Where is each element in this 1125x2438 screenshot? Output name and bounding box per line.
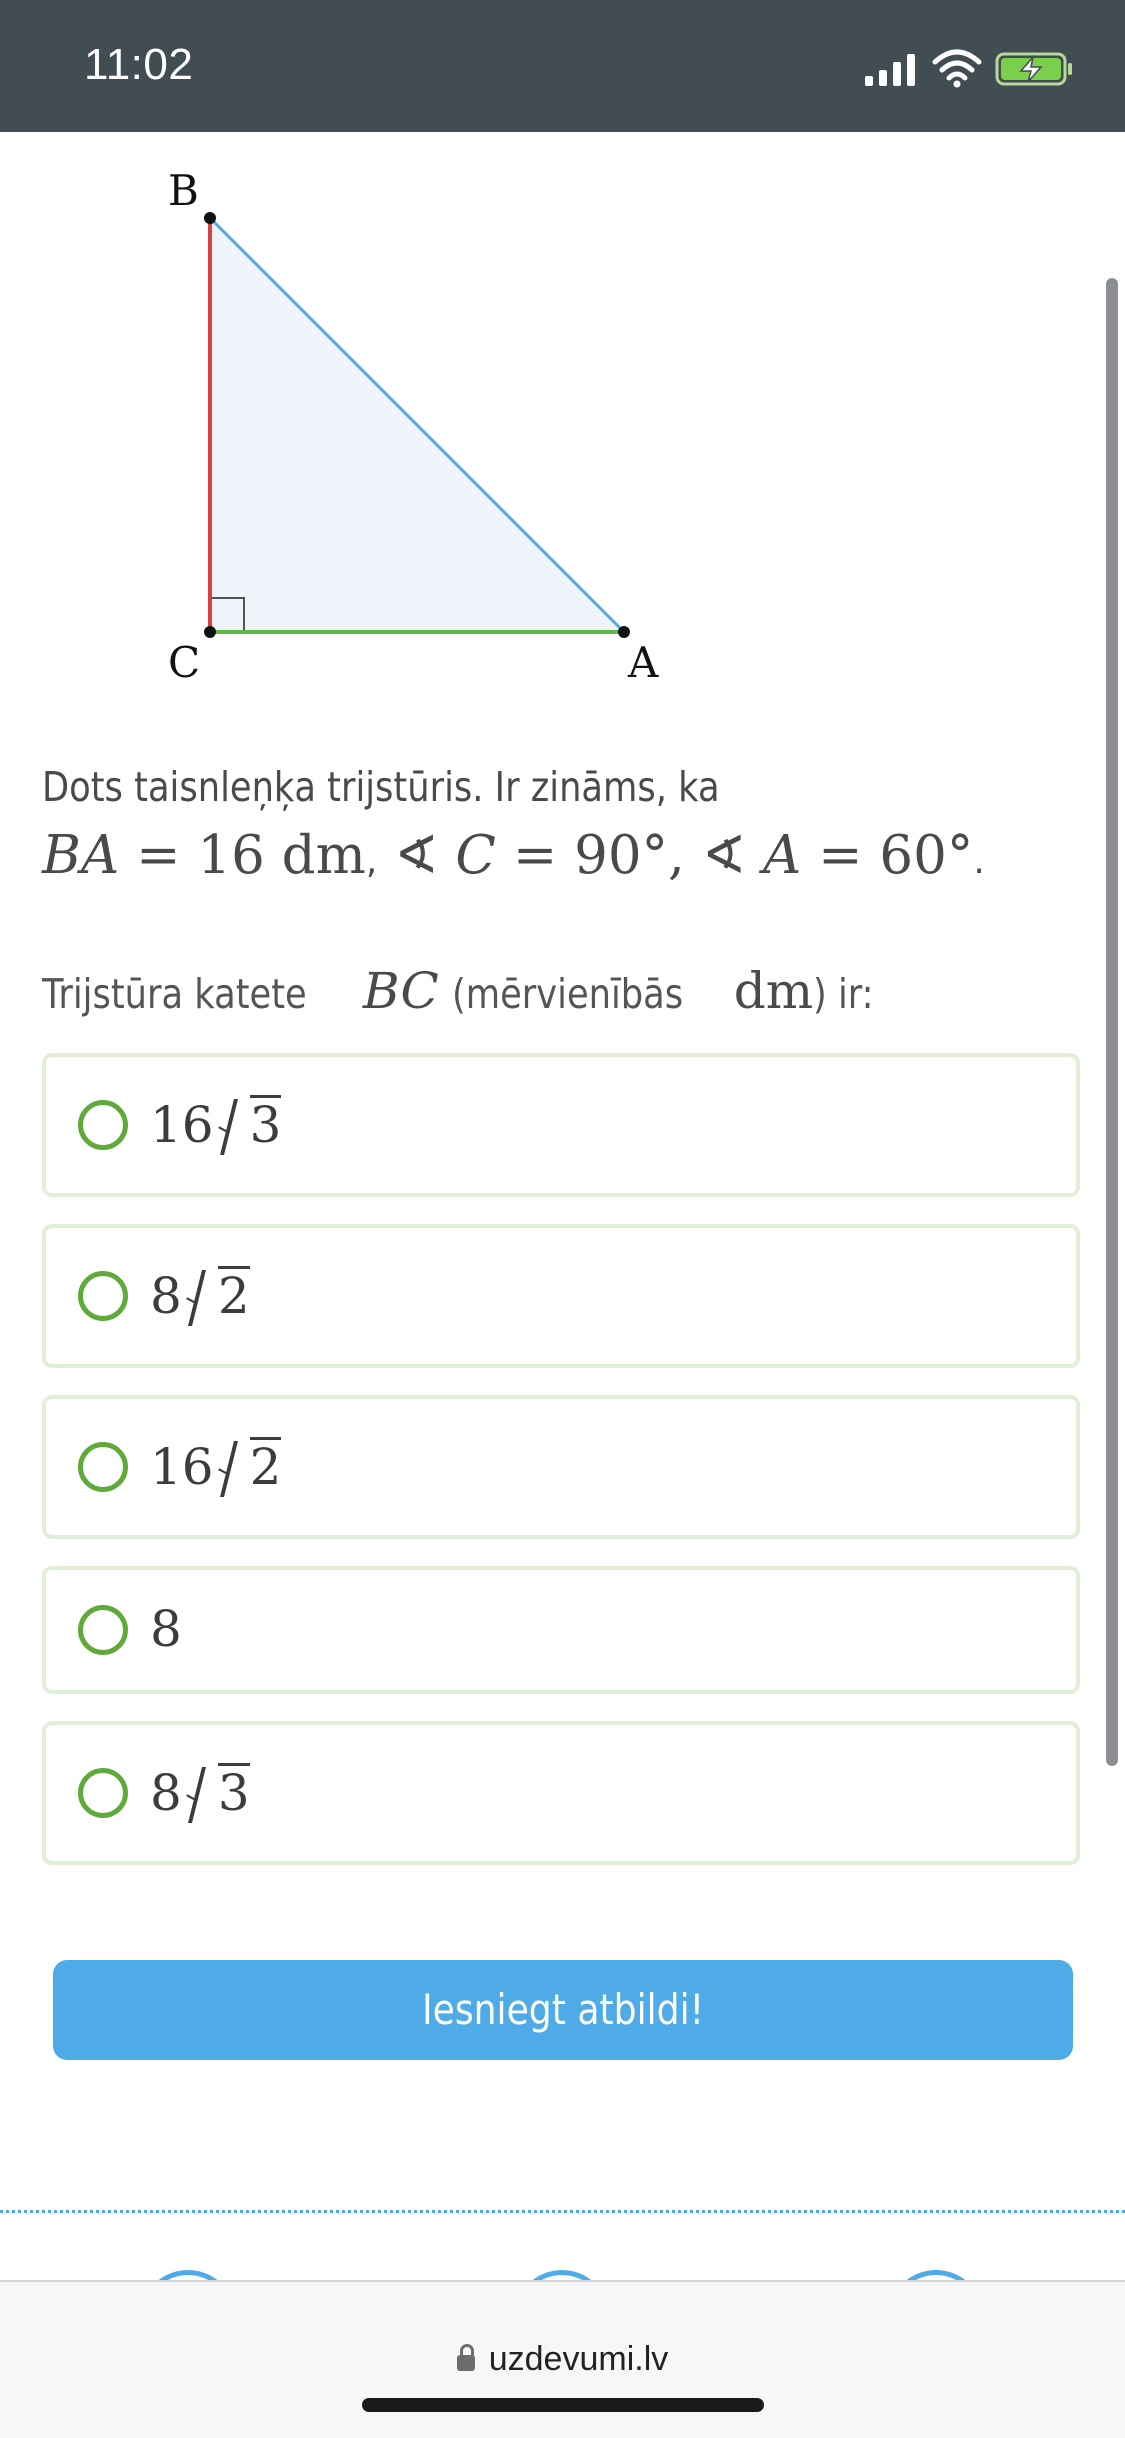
given-a-value: = 60°	[818, 825, 974, 886]
submit-label: Iesniegt atbildi!	[421, 1985, 705, 2034]
vertex-a-label: A	[628, 638, 659, 687]
answer-option-4[interactable]	[42, 1566, 1080, 1694]
option-coefficient: 8	[150, 1764, 182, 1822]
given-c-name: C	[455, 825, 496, 886]
battery-charging-icon	[997, 54, 1072, 84]
option-label	[150, 1266, 250, 1325]
given-end: .	[973, 841, 985, 882]
browser-address-bar[interactable]	[0, 2280, 1125, 2438]
radicand: 3	[249, 1096, 282, 1154]
status-time: 11:02	[84, 40, 194, 89]
vertex-a-dot	[618, 626, 630, 638]
answer-option-1[interactable]	[42, 1053, 1080, 1197]
question-given	[42, 825, 985, 886]
given-ba-name: BA	[42, 825, 120, 886]
prompt-text-before: Trijstūra katete	[42, 970, 307, 1018]
answer-option-2[interactable]	[42, 1224, 1080, 1368]
radio-button[interactable]	[78, 1768, 128, 1818]
triangle-figure	[140, 150, 700, 690]
radio-button[interactable]	[78, 1100, 128, 1150]
square-root	[184, 1763, 250, 1822]
vertex-b-dot	[204, 212, 216, 224]
square-root	[216, 1095, 282, 1154]
cellular-signal-icon	[865, 54, 915, 86]
radicand: 2	[249, 1438, 282, 1496]
option-label	[150, 1437, 281, 1496]
status-icons	[825, 44, 1085, 94]
status-bar	[0, 0, 1125, 132]
wifi-icon	[935, 52, 979, 78]
option-label	[150, 1763, 250, 1822]
radicand: 2	[217, 1267, 250, 1325]
option-coefficient: 16	[150, 1096, 214, 1154]
radio-button[interactable]	[78, 1271, 128, 1321]
radio-button[interactable]	[78, 1442, 128, 1492]
prompt-text-after: ) ir:	[813, 970, 874, 1018]
angle-a-symbol: ∢	[701, 825, 747, 886]
vertex-c-label: C	[168, 638, 201, 687]
square-root	[216, 1437, 282, 1496]
angle-c-symbol: ∢	[394, 825, 439, 886]
given-ba-value: = 16 dm	[136, 825, 366, 886]
prompt-segment: BC	[362, 962, 439, 1020]
option-label	[150, 1600, 182, 1658]
square-root	[184, 1266, 250, 1325]
wifi-dot-icon	[954, 81, 961, 88]
answer-option-3[interactable]	[42, 1395, 1080, 1539]
answer-option-5[interactable]	[42, 1721, 1080, 1865]
prompt-text-middle: (mērvienībās	[451, 970, 684, 1018]
radicand: 3	[217, 1764, 250, 1822]
question-intro: Dots taisnleņķa trijstūris. Ir zināms, ka	[42, 763, 720, 811]
option-coefficient: 8	[150, 1600, 182, 1658]
dotted-divider	[0, 2210, 1125, 2213]
url-text: uzdevumi.lv	[488, 2340, 669, 2378]
option-coefficient: 16	[150, 1438, 214, 1496]
submit-answer-button[interactable]	[53, 1960, 1073, 2060]
prompt-unit: dm	[733, 962, 814, 1020]
option-coefficient: 8	[150, 1267, 182, 1325]
vertex-b-label: B	[168, 166, 199, 215]
option-label	[150, 1095, 281, 1154]
given-separator: ,	[365, 841, 378, 882]
vertex-c-dot	[204, 626, 216, 638]
lock-icon	[457, 2355, 475, 2371]
home-indicator[interactable]	[362, 2398, 764, 2412]
page-scrollbar[interactable]	[1106, 278, 1118, 1766]
radio-button[interactable]	[78, 1605, 128, 1655]
question-prompt	[42, 962, 884, 1020]
url-display[interactable]	[0, 2340, 1125, 2379]
given-a-name: A	[763, 825, 802, 886]
given-c-value: = 90°,	[512, 825, 685, 886]
